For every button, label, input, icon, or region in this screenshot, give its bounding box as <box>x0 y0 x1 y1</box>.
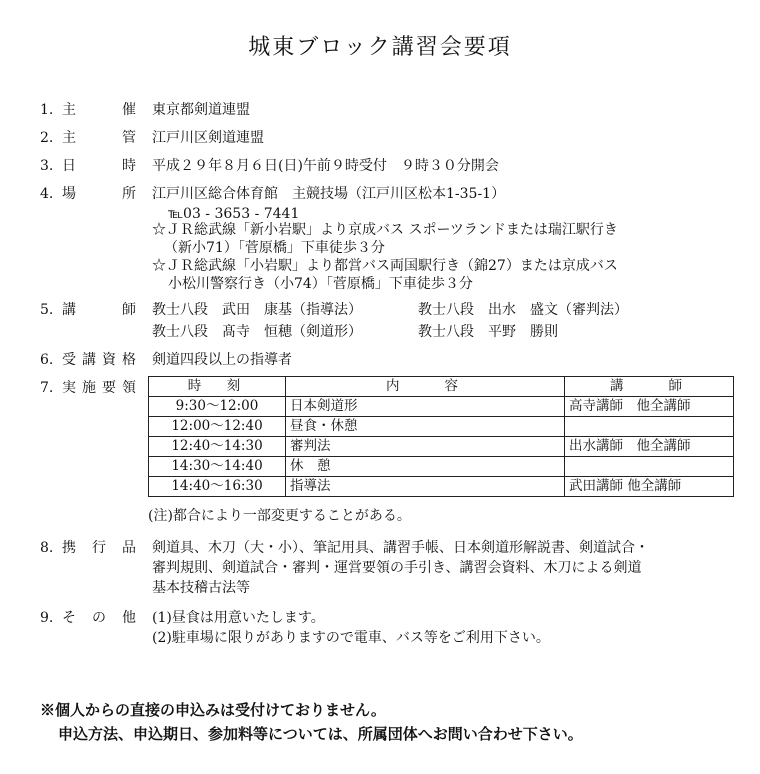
table-row <box>149 397 734 417</box>
item-qualification-value: 剣道四段以上の指導者 <box>152 352 292 368</box>
cell-lecturer <box>565 417 734 437</box>
item-qualification-label: 6. 受講資格 <box>40 352 136 368</box>
belongings-line: 剣道具、木刀（大・小）、筆記用具、講習手帳、日本剣道形解説書、剣道試合・ <box>152 540 649 556</box>
table-row <box>149 437 734 457</box>
item-other-label: 9. そ の 他 <box>40 610 136 626</box>
item-manager-value: 江戸川区剣道連盟 <box>152 130 264 146</box>
other-line: (1)昼食は用意いたします。 <box>152 610 325 626</box>
cell-lecturer: 武田講師 他全講師 <box>565 477 734 497</box>
schedule-note: (注)都合により一部変更することがある。 <box>148 508 411 524</box>
table-row <box>149 417 734 437</box>
item-date-label: 3. 日 時 <box>40 158 136 174</box>
lecturer-entry: 教士八段 武田 康基（指導法） <box>152 302 362 318</box>
cell-content: 日本剣道形 <box>286 397 565 417</box>
item-date-value: 平成２９年８月６日(日)午前９時受付 ９時３０分開会 <box>152 158 499 174</box>
cell-content: 昼食・休憩 <box>286 417 565 437</box>
cell-lecturer: 出水講師 他全講師 <box>565 437 734 457</box>
item-organizer-value: 東京都剣道連盟 <box>152 102 250 118</box>
cell-time: 12:00〜12:40 <box>149 417 286 437</box>
table-row <box>149 457 734 477</box>
venue-access-2b: 小松川警察行き（小74）「菅原橋」下車徒歩３分 <box>168 276 473 292</box>
cell-time: 9:30〜12:00 <box>149 397 286 417</box>
header-time: 時 刻 <box>149 377 286 397</box>
item-belongings-label: 8. 携 行 品 <box>40 540 136 556</box>
venue-access-2: ☆ＪＲ総武線「小岩駅」より都営バス両国駅行き（錦27）または京成バス <box>152 258 618 274</box>
header-lecturer: 講 師 <box>565 377 734 397</box>
lecturer-entry: 教士八段 髙寺 恒穂（剣道形） <box>152 324 362 340</box>
lecturer-entry: 教士八段 出水 盛文（審判法） <box>418 302 628 318</box>
cell-time: 14:30〜14:40 <box>149 457 286 477</box>
item-organizer-label: 1. 主 催 <box>40 102 136 118</box>
schedule-table <box>148 376 734 497</box>
venue-phone: ℡03 - 3653 - 7441 <box>168 206 300 222</box>
table-row <box>149 477 734 497</box>
venue-access-1: ☆ＪＲ総武線「新小岩駅」より京成バス スポーツランドまたは瑞江駅行き <box>152 222 618 238</box>
belongings-line: 基本技稽古法等 <box>152 580 250 596</box>
item-lecturers-label: 5. 講 師 <box>40 302 136 318</box>
cell-lecturer <box>565 457 734 477</box>
cell-content: 審判法 <box>286 437 565 457</box>
cell-content: 休 憩 <box>286 457 565 477</box>
venue-address: 江戸川区総合体育館 主競技場（江戸川区松本1-35-1） <box>152 186 506 202</box>
header-content: 内 容 <box>286 377 565 397</box>
item-manager-label: 2. 主 管 <box>40 130 136 146</box>
cell-content: 指導法 <box>286 477 565 497</box>
item-venue-label: 4. 場 所 <box>40 186 136 202</box>
notice-line-2: 申込方法、申込期日、参加料等については、所属団体へお問い合わせ下さい。 <box>58 725 583 743</box>
other-line: (2)駐車場に限りがありますので電車、バス等をご利用下さい。 <box>152 630 550 646</box>
notice-line-1: ※個人からの直接の申込みは受付けておりません。 <box>40 701 386 719</box>
cell-lecturer: 高寺講師 他全講師 <box>565 397 734 417</box>
item-schedule-label: 7. 実施要領 <box>40 380 136 396</box>
venue-access-1b: （新小71）「菅原橋」下車徒歩３分 <box>164 240 385 256</box>
document-title: 城東ブロック講習会要項 <box>248 35 512 60</box>
cell-time: 14:40〜16:30 <box>149 477 286 497</box>
schedule-header-row <box>149 377 734 397</box>
cell-time: 12:40〜14:30 <box>149 437 286 457</box>
lecturer-entry: 教士八段 平野 勝則 <box>418 324 558 340</box>
belongings-line: 審判規則、剣道試合・審判・運営要領の手引き、講習会資料、木刀による剣道 <box>152 560 642 576</box>
